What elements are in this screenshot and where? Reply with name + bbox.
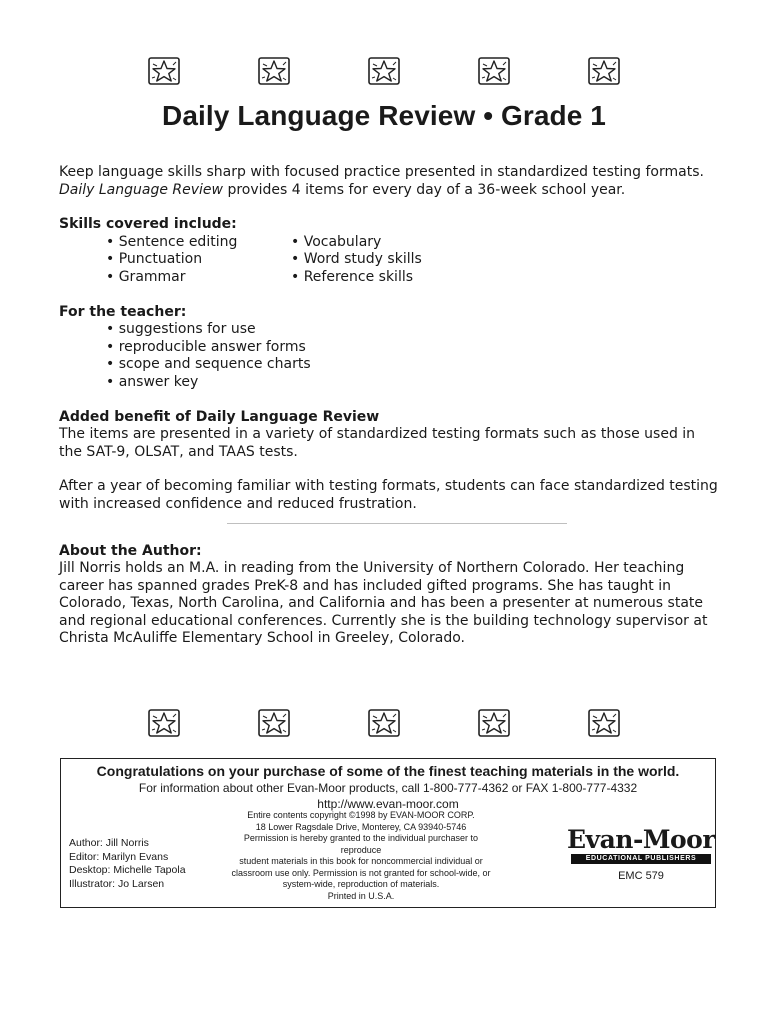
product-code: EMC 579 <box>618 870 664 882</box>
skill-item: • Reference skills <box>291 268 414 285</box>
after-year-text: After a year of becoming familiar with testing formats, students can face standardized testing with increased confidence and reduced frustration. <box>59 478 718 512</box>
star-box-icon <box>257 56 291 86</box>
star-box-icon <box>587 56 621 86</box>
intro-book-title: Daily Language Review <box>59 181 223 198</box>
star-box-icon <box>147 56 181 86</box>
teacher-item: • answer key <box>106 373 199 390</box>
copyright-line: Entire contents copyright ©1998 by EVAN-MOOR CORP. <box>247 810 475 820</box>
copyright-line: student materials in this book for noncommercial individual or <box>239 856 483 866</box>
author-heading: About the Author: <box>59 542 202 559</box>
star-box-icon <box>257 708 291 738</box>
top-star-row <box>0 56 768 86</box>
bottom-star-row <box>0 708 768 738</box>
star-box-icon <box>367 708 401 738</box>
skill-item: • Word study skills <box>291 251 422 268</box>
star-box-icon <box>587 708 621 738</box>
publisher-url[interactable]: http://www.evan-moor.com <box>317 797 459 811</box>
star-box-icon <box>477 708 511 738</box>
congrats-text: Congratulations on your purchase of some of the finest teaching materials in the world. <box>96 763 680 779</box>
star-box-icon <box>477 56 511 86</box>
intro-line-1: Keep language skills sharp with focused practice presented in standardized testing formats. <box>59 164 704 180</box>
copyright-line: classroom use only. Permission is not granted for school-wide, or <box>231 867 491 878</box>
skills-heading: Skills covered include: <box>59 216 237 233</box>
publisher-footer <box>60 758 716 908</box>
logo-tagline: EDUCATIONAL PUBLISHERS <box>571 854 711 864</box>
author-text: Jill Norris holds an M.A. in reading from the University of Northern Colorado. Her teaching career has spanned grades PreK-8 and has included gifted programs. She has taught in Colorado, Texas, North Carolina, and California and has been a presenter at numerous state and regional educational conferences. Currently she is the building technology supervisor at Christa McAuliffe Elementary School in Greeley, Colorado. <box>59 560 708 647</box>
skill-item: • Sentence editing <box>106 233 238 250</box>
skill-item: • Vocabulary <box>291 233 382 250</box>
divider <box>227 523 567 524</box>
contact-info: For information about other Evan-Moor products, call 1-800-777-4362 or FAX 1-800-777-4332 <box>138 781 638 795</box>
copyright-line: Printed in U.S.A. <box>327 890 395 901</box>
copyright-line: 18 Lower Ragsdale Drive, Monterey, CA 93940-5746 <box>255 821 467 832</box>
intro-line-2: provides 4 items for every day of a 36-week school year. <box>223 181 626 198</box>
copyright-line: system-wide, reproduction of materials. <box>282 879 440 889</box>
copyright-line: Permission is hereby granted to the individual purchaser to reproduce <box>243 833 479 855</box>
teacher-heading: For the teacher: <box>59 303 187 320</box>
teacher-item: • suggestions for use <box>106 321 256 338</box>
intro-paragraph <box>59 164 719 199</box>
credits-list <box>69 837 186 891</box>
credit-author: Author: Jill Norris <box>69 837 149 849</box>
benefit-text: The items are presented in a variety of standardized testing formats such as those used in the SAT-9, OLSAT, and TAAS tests. <box>59 426 696 460</box>
skill-item: • Punctuation <box>106 251 203 268</box>
copyright-notice <box>231 810 491 902</box>
page-title: Daily Language Review • Grade 1 <box>162 100 606 131</box>
credit-desktop: Desktop: Michelle Tapola <box>69 864 186 876</box>
teacher-list <box>59 321 719 391</box>
skill-item: • Grammar <box>106 268 186 285</box>
logo-name: Evan-Moor <box>566 825 716 854</box>
benefit-heading: Added benefit of Daily Language Review <box>59 408 380 425</box>
main-content <box>59 164 719 648</box>
star-box-icon <box>147 708 181 738</box>
teacher-item: • reproducible answer forms <box>106 338 306 355</box>
star-box-icon <box>367 56 401 86</box>
skills-list <box>59 234 719 287</box>
credit-illustrator: Illustrator: Jo Larsen <box>69 877 165 890</box>
credit-editor: Editor: Marilyn Evans <box>69 850 169 863</box>
evan-moor-logo <box>566 827 716 882</box>
teacher-item: • scope and sequence charts <box>106 356 311 373</box>
